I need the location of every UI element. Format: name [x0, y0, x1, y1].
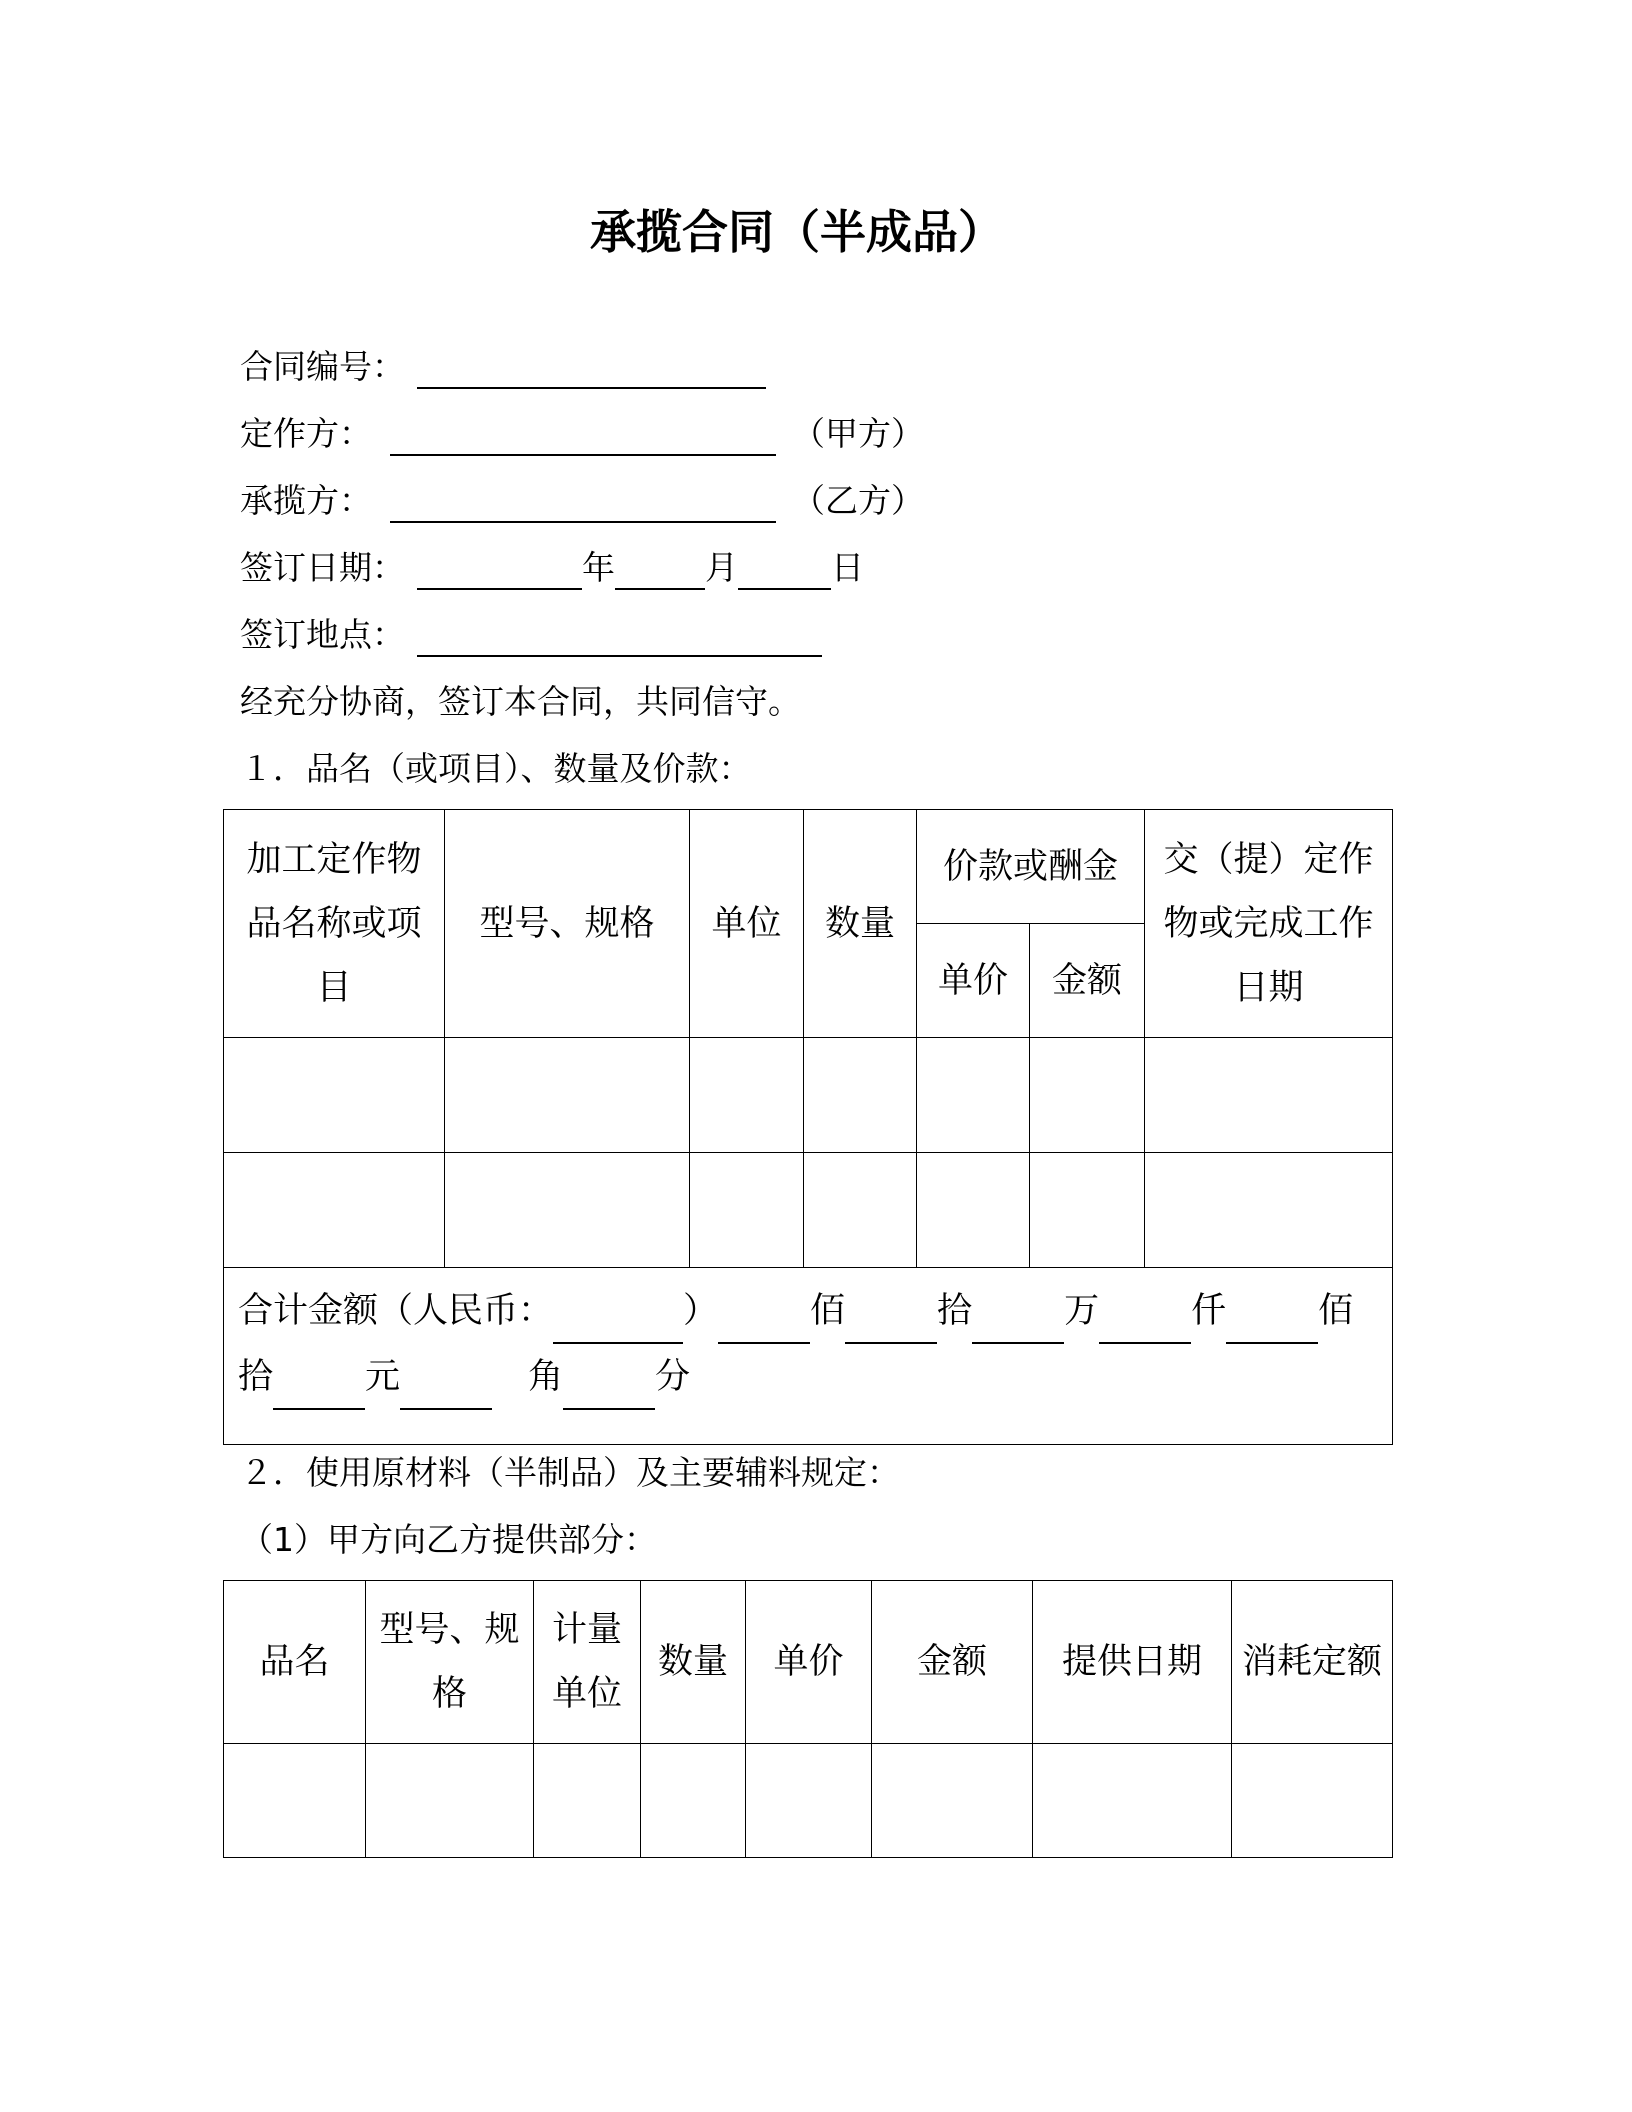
- header-model: 型号、规格: [366, 1581, 534, 1744]
- orderer-field[interactable]: [390, 414, 776, 456]
- header-measure-unit: 计量单位: [534, 1581, 641, 1744]
- cell[interactable]: [690, 1038, 804, 1153]
- cell[interactable]: [690, 1153, 804, 1268]
- unit-wan: 万: [1064, 1291, 1100, 1331]
- header-name: 品名: [224, 1581, 366, 1744]
- sign-date-label: 签订日期：: [240, 548, 405, 587]
- contract-number-field[interactable]: [417, 347, 766, 389]
- orderer-row: [240, 412, 924, 456]
- header-unit-price: 单价: [746, 1581, 872, 1744]
- contractor-suffix: （乙方）: [792, 481, 924, 520]
- header-amount: 金额: [1030, 924, 1145, 1038]
- cell[interactable]: [1030, 1038, 1145, 1153]
- header-consumption-quota: 消耗定额: [1232, 1581, 1393, 1744]
- unit-bai: 佰: [1318, 1291, 1354, 1331]
- cell[interactable]: [224, 1744, 366, 1858]
- unit-jiao: 角: [528, 1357, 564, 1397]
- contractor-field[interactable]: [390, 481, 776, 523]
- header-date: 交（提）定作物或完成工作日期: [1145, 810, 1393, 1038]
- materials-table: [223, 1580, 1393, 1858]
- cell[interactable]: [1145, 1038, 1393, 1153]
- day-label: 日: [831, 548, 864, 587]
- cell[interactable]: [1145, 1153, 1393, 1268]
- cell[interactable]: [746, 1744, 872, 1858]
- items-table: [223, 809, 1393, 1445]
- cell[interactable]: [804, 1038, 917, 1153]
- header-supply-date: 提供日期: [1033, 1581, 1232, 1744]
- cell[interactable]: [1030, 1153, 1145, 1268]
- contract-number-row: [240, 345, 766, 389]
- cell[interactable]: [1232, 1744, 1393, 1858]
- amount-field[interactable]: [563, 1356, 655, 1410]
- cell[interactable]: [641, 1744, 746, 1858]
- unit-fen: 分: [655, 1357, 691, 1397]
- header-qty: 数量: [641, 1581, 746, 1744]
- cell[interactable]: [1033, 1744, 1232, 1858]
- sign-place-field[interactable]: [417, 615, 822, 657]
- total-close: ）: [683, 1291, 719, 1331]
- year-label: 年: [582, 548, 615, 587]
- sign-place-row: [240, 613, 822, 657]
- document-title: 承揽合同（半成品）: [590, 205, 1004, 259]
- cell[interactable]: [224, 1153, 445, 1268]
- unit-shi: 拾: [937, 1291, 973, 1331]
- header-qty: 数量: [804, 810, 917, 1038]
- rmb-field[interactable]: [553, 1290, 683, 1344]
- cell[interactable]: [872, 1744, 1033, 1858]
- amount-field[interactable]: [1226, 1290, 1318, 1344]
- cell[interactable]: [804, 1153, 917, 1268]
- contractor-label: 承揽方：: [240, 481, 372, 520]
- unit-qian: 仟: [1191, 1291, 1227, 1331]
- section2-heading: ２．使用原材料（半制品）及主要辅料规定：: [240, 1453, 900, 1492]
- table-row: [224, 1038, 1393, 1153]
- table-row: [224, 1153, 1393, 1268]
- day-field[interactable]: [738, 548, 831, 590]
- orderer-label: 定作方：: [240, 414, 372, 453]
- cell[interactable]: [445, 1153, 690, 1268]
- sign-place-label: 签订地点：: [240, 615, 405, 654]
- sign-date-row: [240, 546, 864, 590]
- contractor-row: [240, 479, 924, 523]
- header-unit: 单位: [690, 810, 804, 1038]
- unit-yuan: 元: [365, 1357, 401, 1397]
- header-model: 型号、规格: [445, 810, 690, 1038]
- header-unit-price: 单价: [917, 924, 1030, 1038]
- month-label: 月: [705, 548, 738, 587]
- amount-field[interactable]: [273, 1356, 365, 1410]
- section1-heading: １．品名（或项目）、数量及价款：: [240, 749, 752, 788]
- amount-field[interactable]: [845, 1290, 937, 1344]
- header-item: 加工定作物品名称或项目: [224, 810, 445, 1038]
- amount-field[interactable]: [972, 1290, 1064, 1344]
- unit-bai: 佰: [810, 1291, 846, 1331]
- cell[interactable]: [445, 1038, 690, 1153]
- amount-field[interactable]: [400, 1356, 492, 1410]
- orderer-suffix: （甲方）: [792, 414, 924, 453]
- month-field[interactable]: [615, 548, 705, 590]
- contract-number-label: 合同编号：: [240, 347, 405, 386]
- year-field[interactable]: [417, 548, 582, 590]
- amount-field[interactable]: [718, 1290, 810, 1344]
- intro-text: 经充分协商，签订本合同，共同信守。: [240, 682, 801, 721]
- header-amount: 金额: [872, 1581, 1033, 1744]
- header-price-group: 价款或酬金: [917, 810, 1145, 924]
- total-amount-cell: [224, 1268, 1393, 1445]
- section2-sub1: （1）甲方向乙方提供部分：: [240, 1520, 657, 1559]
- cell[interactable]: [917, 1038, 1030, 1153]
- cell[interactable]: [366, 1744, 534, 1858]
- amount-field[interactable]: [1099, 1290, 1191, 1344]
- table-row: [224, 1744, 1393, 1858]
- total-label: 合计金额（人民币：: [238, 1291, 554, 1331]
- cell[interactable]: [224, 1038, 445, 1153]
- unit-shi: 拾: [238, 1357, 274, 1397]
- cell[interactable]: [534, 1744, 641, 1858]
- cell[interactable]: [917, 1153, 1030, 1268]
